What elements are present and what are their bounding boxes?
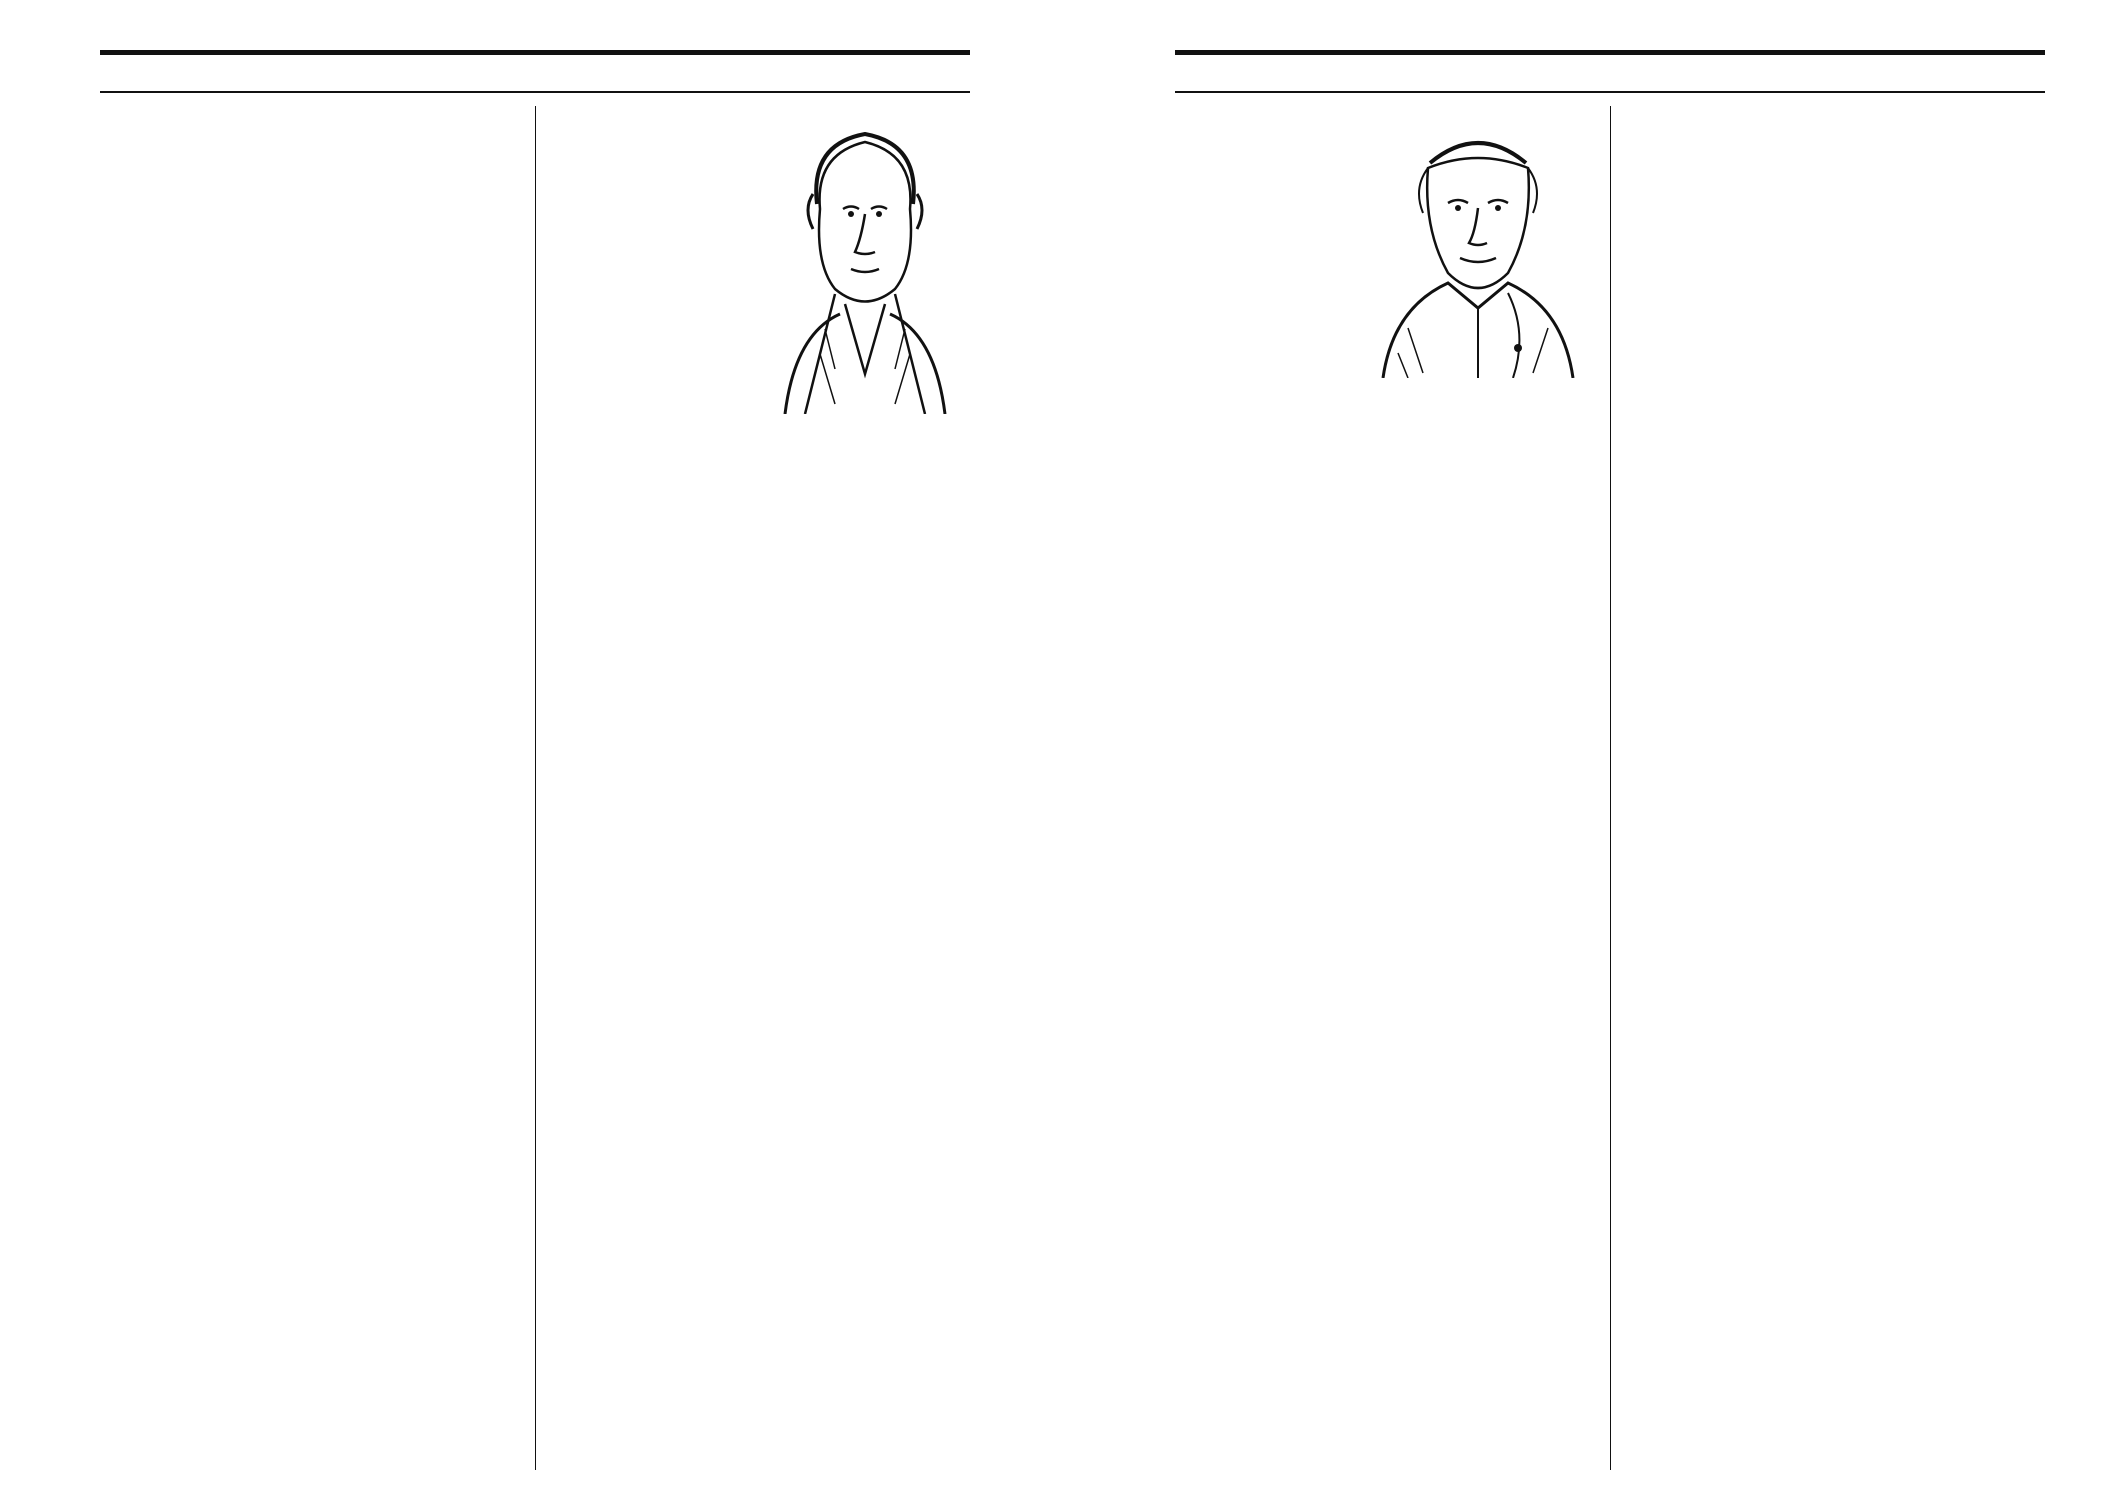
column-1 bbox=[100, 106, 518, 1470]
columns bbox=[1175, 106, 2045, 1470]
left-page bbox=[100, 50, 970, 1470]
pius-ix-portrait-icon bbox=[1368, 108, 1588, 378]
header-rule bbox=[1175, 91, 2045, 93]
page-header bbox=[1175, 55, 2045, 95]
column-2 bbox=[1627, 106, 2045, 1470]
column-divider bbox=[535, 106, 536, 1470]
portrait-figure bbox=[1363, 108, 1593, 384]
column-divider bbox=[1610, 106, 1611, 1470]
page-header bbox=[100, 55, 970, 95]
right-page bbox=[1175, 50, 2045, 1470]
portrait-figure bbox=[760, 114, 970, 420]
columns bbox=[100, 106, 970, 1470]
column-2 bbox=[552, 106, 970, 1470]
header-rule bbox=[100, 91, 970, 93]
william-pitt-portrait-icon bbox=[765, 114, 965, 414]
column-1 bbox=[1175, 106, 1593, 1470]
